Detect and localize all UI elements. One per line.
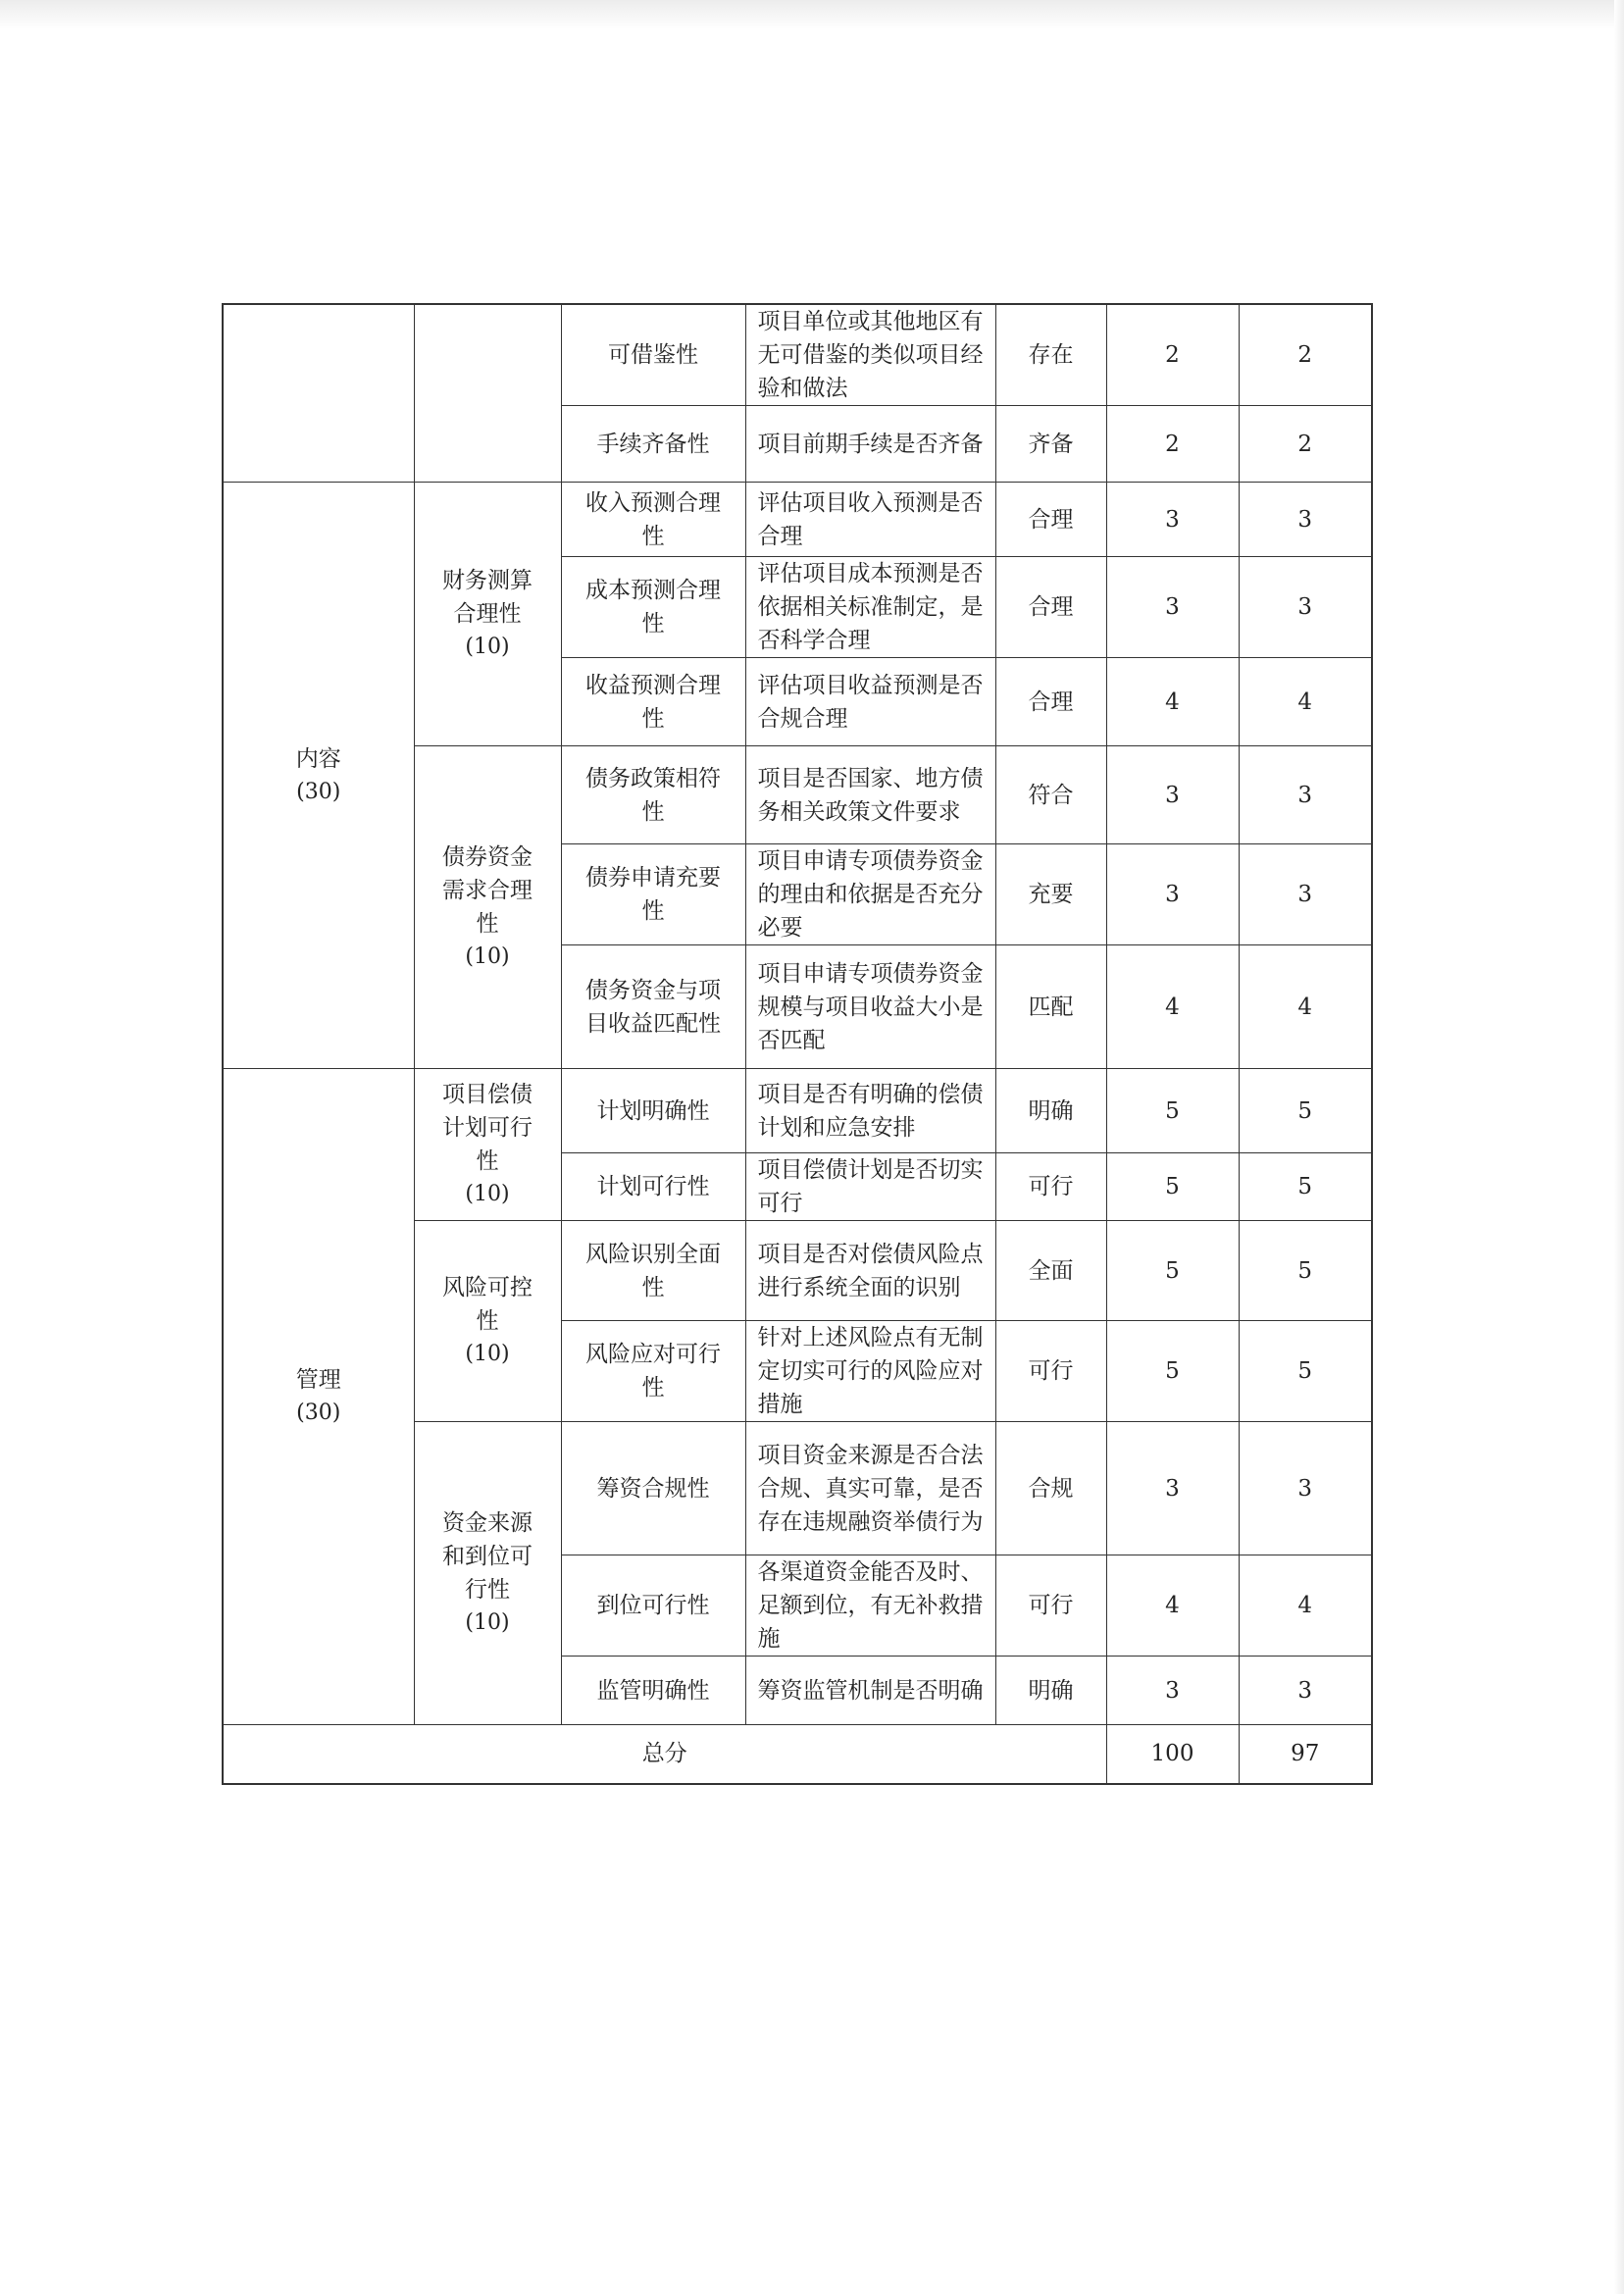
full-score-cell: 3: [1106, 1657, 1239, 1725]
group-cell-management: [223, 1069, 414, 1725]
criterion-cell: 项目是否对偿债风险点进行系统全面的识别: [745, 1221, 995, 1321]
full-score-cell: 5: [1106, 1221, 1239, 1321]
score-cell: 2: [1239, 304, 1372, 406]
subgroup-cell-funding: [414, 1422, 561, 1725]
standard-cell: 合理: [995, 658, 1106, 746]
standard-cell: 存在: [995, 304, 1106, 406]
indicator-cell: 成本预测合理性: [561, 557, 745, 658]
full-score-cell: 5: [1106, 1321, 1239, 1422]
indicator-cell: 债务政策相符性: [561, 746, 745, 844]
indicator-cell: 收益预测合理性: [561, 658, 745, 746]
subgroup-cell-continued: [414, 304, 561, 483]
indicator-cell: 风险应对可行性: [561, 1321, 745, 1422]
standard-cell: 符合: [995, 746, 1106, 844]
score-cell: 3: [1239, 1422, 1372, 1555]
standard-cell: 可行: [995, 1153, 1106, 1221]
indicator-cell: 计划明确性: [561, 1069, 745, 1153]
full-score-cell: 3: [1106, 483, 1239, 557]
group-name: 内容: [295, 745, 341, 772]
total-score: 97: [1239, 1725, 1372, 1784]
score-cell: 3: [1239, 1657, 1372, 1725]
subgroup-name: 财务测算合理性: [442, 568, 533, 627]
standard-cell: 匹配: [995, 945, 1106, 1069]
score-cell: 5: [1239, 1069, 1372, 1153]
group-points: (30): [296, 1401, 341, 1425]
subgroup-cell-risk: [414, 1221, 561, 1422]
standard-cell: 合理: [995, 483, 1106, 557]
group-cell-content: [223, 483, 414, 1069]
indicator-cell: 可借鉴性: [561, 304, 745, 406]
score-cell: 5: [1239, 1221, 1372, 1321]
indicator-cell: 筹资合规性: [561, 1422, 745, 1555]
score-cell: 3: [1239, 557, 1372, 658]
total-row: [223, 1725, 1372, 1784]
full-score-cell: 3: [1106, 844, 1239, 945]
standard-cell: 明确: [995, 1069, 1106, 1153]
full-score-cell: 4: [1106, 658, 1239, 746]
score-cell: 3: [1239, 483, 1372, 557]
criterion-cell: 各渠道资金能否及时、足额到位，有无补救措施: [745, 1555, 995, 1657]
group-cell-continued: [223, 304, 414, 483]
criterion-cell: 项目偿债计划是否切实可行: [745, 1153, 995, 1221]
criterion-cell: 项目是否国家、地方债务相关政策文件要求: [745, 746, 995, 844]
standard-cell: 明确: [995, 1657, 1106, 1725]
indicator-cell: 监管明确性: [561, 1657, 745, 1725]
indicator-cell: 收入预测合理性: [561, 483, 745, 557]
criterion-cell: 筹资监管机制是否明确: [745, 1657, 995, 1725]
subgroup-points: (10): [465, 1610, 510, 1635]
scan-shadow-top: [0, 0, 1624, 29]
standard-cell: 可行: [995, 1321, 1106, 1422]
full-score-cell: 5: [1106, 1153, 1239, 1221]
indicator-cell: 债务资金与项目收益匹配性: [561, 945, 745, 1069]
score-cell: 4: [1239, 945, 1372, 1069]
standard-cell: 充要: [995, 844, 1106, 945]
full-score-cell: 4: [1106, 1555, 1239, 1657]
criterion-cell: 项目是否有明确的偿债计划和应急安排: [745, 1069, 995, 1153]
full-score-cell: 3: [1106, 746, 1239, 844]
score-cell: 2: [1239, 406, 1372, 483]
standard-cell: 全面: [995, 1221, 1106, 1321]
full-score-cell: 5: [1106, 1069, 1239, 1153]
score-cell: 3: [1239, 746, 1372, 844]
criterion-cell: 项目申请专项债券资金规模与项目收益大小是否匹配: [745, 945, 995, 1069]
table-row: [223, 1069, 1372, 1153]
full-score-cell: 3: [1106, 557, 1239, 658]
subgroup-cell-bond: [414, 746, 561, 1069]
score-cell: 5: [1239, 1321, 1372, 1422]
subgroup-name: 债券资金需求合理性: [442, 844, 533, 937]
subgroup-points: (10): [465, 1182, 510, 1206]
subgroup-points: (10): [465, 944, 510, 969]
criterion-cell: 评估项目成本预测是否依据相关标准制定，是否科学合理: [745, 557, 995, 658]
criterion-cell: 针对上述风险点有无制定切实可行的风险应对措施: [745, 1321, 995, 1422]
standard-cell: 可行: [995, 1555, 1106, 1657]
indicator-cell: 手续齐备性: [561, 406, 745, 483]
subgroup-cell-finance: [414, 483, 561, 746]
criterion-cell: 评估项目收入预测是否合理: [745, 483, 995, 557]
criterion-cell: 项目资金来源是否合法合规、真实可靠，是否存在违规融资举债行为: [745, 1422, 995, 1555]
subgroup-points: (10): [465, 1342, 510, 1366]
score-cell: 4: [1239, 658, 1372, 746]
score-cell: 4: [1239, 1555, 1372, 1657]
evaluation-score-table: [222, 303, 1373, 1785]
group-points: (30): [296, 779, 341, 804]
indicator-cell: 计划可行性: [561, 1153, 745, 1221]
total-full-score: 100: [1106, 1725, 1239, 1784]
total-label: 总分: [223, 1725, 1106, 1784]
criterion-cell: 项目单位或其他地区有无可借鉴的类似项目经验和做法: [745, 304, 995, 406]
group-name: 管理: [295, 1367, 341, 1393]
standard-cell: 合规: [995, 1422, 1106, 1555]
subgroup-cell-repay: [414, 1069, 561, 1221]
scan-shadow-right: [1614, 0, 1624, 2294]
full-score-cell: 4: [1106, 945, 1239, 1069]
standard-cell: 合理: [995, 557, 1106, 658]
criterion-cell: 评估项目收益预测是否合规合理: [745, 658, 995, 746]
table-row: [223, 483, 1372, 557]
score-cell: 5: [1239, 1153, 1372, 1221]
table-row: [223, 304, 1372, 406]
indicator-cell: 债券申请充要性: [561, 844, 745, 945]
score-cell: 3: [1239, 844, 1372, 945]
indicator-cell: 到位可行性: [561, 1555, 745, 1657]
subgroup-points: (10): [465, 635, 510, 659]
criterion-cell: 项目前期手续是否齐备: [745, 406, 995, 483]
full-score-cell: 2: [1106, 406, 1239, 483]
subgroup-name: 项目偿债计划可行性: [442, 1082, 533, 1174]
indicator-cell: 风险识别全面性: [561, 1221, 745, 1321]
subgroup-name: 风险可控性: [442, 1275, 533, 1334]
subgroup-name: 资金来源和到位可行性: [442, 1510, 533, 1603]
full-score-cell: 3: [1106, 1422, 1239, 1555]
full-score-cell: 2: [1106, 304, 1239, 406]
standard-cell: 齐备: [995, 406, 1106, 483]
criterion-cell: 项目申请专项债券资金的理由和依据是否充分必要: [745, 844, 995, 945]
